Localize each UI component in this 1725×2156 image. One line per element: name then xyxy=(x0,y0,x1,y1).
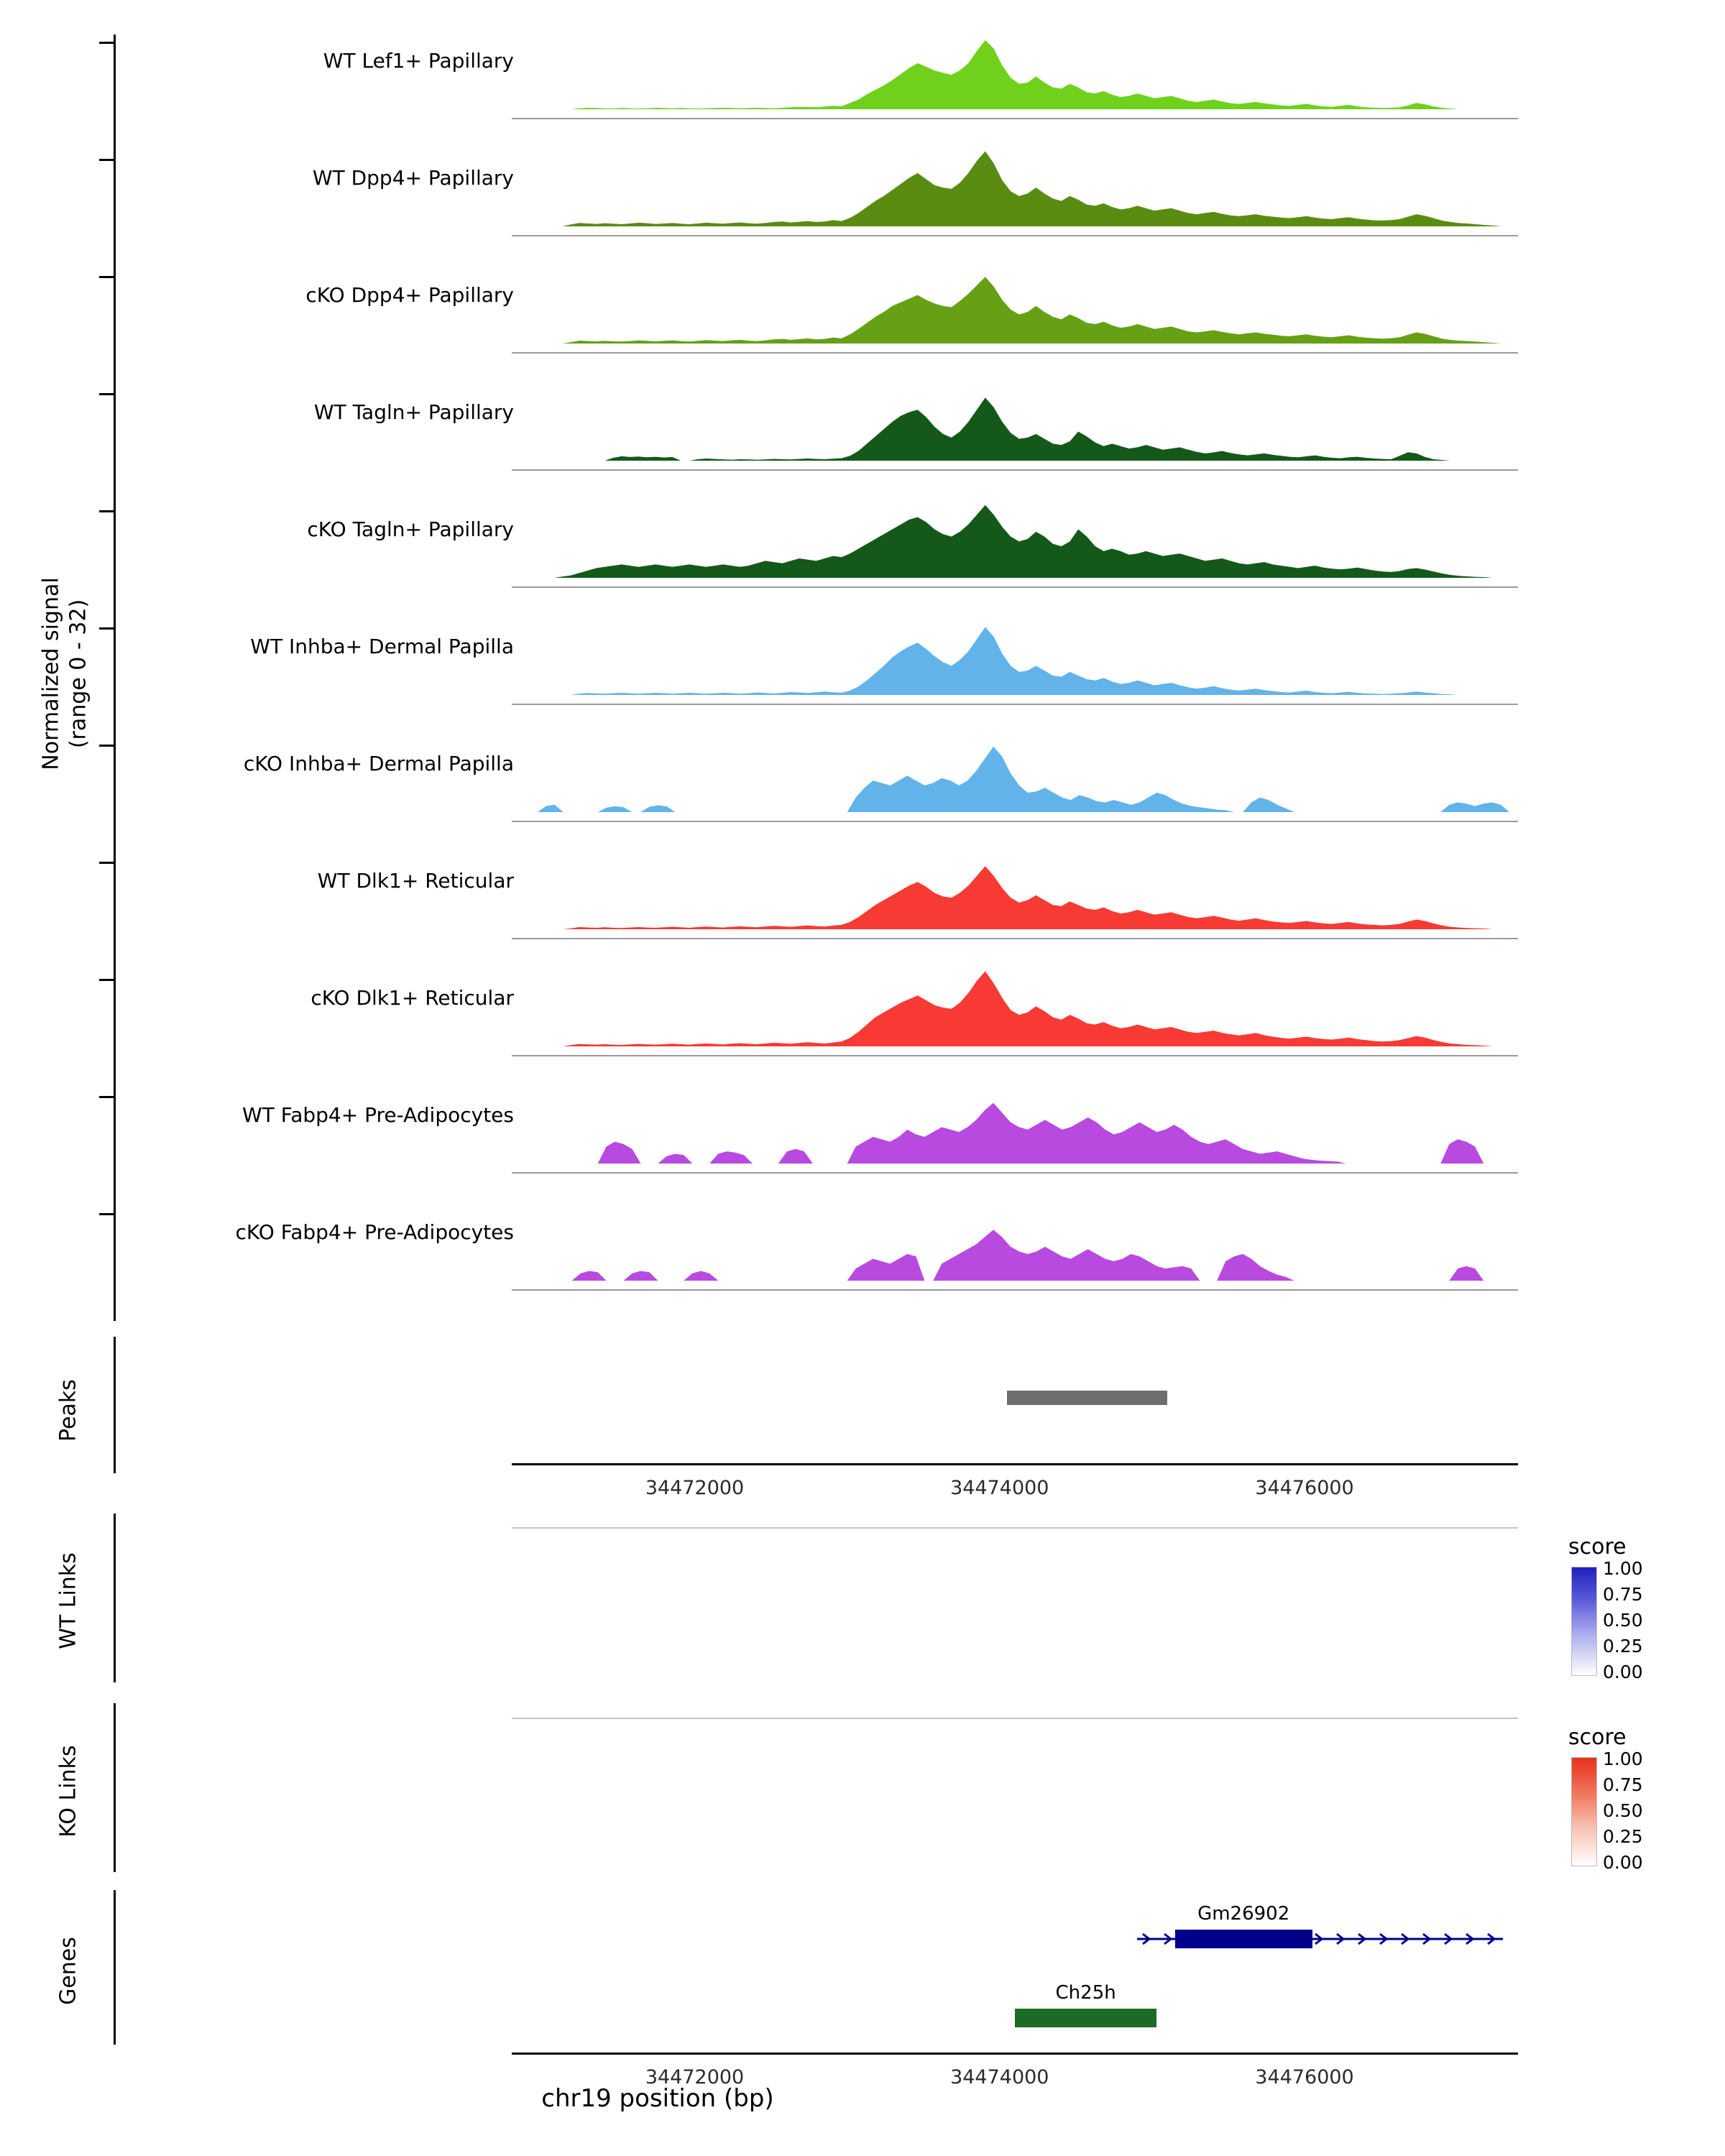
signal-track-plot xyxy=(512,497,1518,598)
signal-track-plot xyxy=(512,29,1518,129)
signal-track-label: WT Tagln+ Papillary xyxy=(313,400,514,424)
genomic-axis-top-tick-label: 34472000 xyxy=(645,1477,745,1499)
ko-links-axis-bar xyxy=(114,1703,116,1872)
signal-track-area xyxy=(512,849,1518,939)
y-axis-tick xyxy=(99,627,115,630)
signal-track xyxy=(0,146,1725,247)
signal-track xyxy=(0,732,1725,832)
y-axis-tick xyxy=(99,159,115,161)
signal-track xyxy=(0,614,1725,715)
signal-track-plot xyxy=(512,146,1518,247)
signal-track-plot xyxy=(512,732,1518,832)
ko-links-panel-label: KO Links xyxy=(55,1745,81,1838)
peak-bar xyxy=(1007,1391,1167,1405)
signal-track-label: cKO Dpp4+ Papillary xyxy=(305,283,514,307)
x-axis-title: chr19 position (bp) xyxy=(541,2084,774,2113)
signal-track-area xyxy=(512,1200,1518,1291)
signal-track-area xyxy=(512,966,1518,1056)
gene-label: Ch25h xyxy=(1055,1982,1116,2004)
ko-legend-ticks xyxy=(1603,1749,1718,1873)
y-axis-tick xyxy=(99,510,115,512)
peaks-panel-label: Peaks xyxy=(55,1379,81,1442)
wt-links-axis-bar xyxy=(114,1514,116,1682)
genomic-axis-bottom-tick-label: 34472000 xyxy=(645,2066,745,2088)
wt-legend-tick-5: 0.00 xyxy=(1603,1662,1643,1682)
signal-track-label: WT Inhba+ Dermal Papilla xyxy=(250,635,514,658)
ko-legend-tick-1: 1.00 xyxy=(1603,1749,1643,1769)
signal-track-label: WT Fabp4+ Pre-Adipocytes xyxy=(242,1103,514,1127)
signal-track xyxy=(0,29,1725,129)
signal-track-area xyxy=(512,732,1518,822)
wt-legend-gradient xyxy=(1571,1567,1597,1676)
ko-links-arcs xyxy=(512,1714,1518,1872)
y-axis-tick xyxy=(99,979,115,981)
signal-track xyxy=(0,263,1725,364)
signal-track-plot xyxy=(512,1200,1518,1301)
signal-track xyxy=(0,497,1725,598)
wt-legend-tick-3: 0.50 xyxy=(1603,1610,1643,1631)
signal-track-plot xyxy=(512,263,1518,364)
signal-track-label: cKO Dlk1+ Reticular xyxy=(310,986,514,1010)
wt-legend-tick-4: 0.25 xyxy=(1603,1636,1643,1657)
signal-track xyxy=(0,380,1725,481)
y-axis-label-line2: (range 0 - 32) xyxy=(65,599,91,749)
signal-track-area xyxy=(512,29,1518,119)
signal-track-area xyxy=(512,263,1518,354)
signal-track-area xyxy=(512,497,1518,588)
signal-track xyxy=(0,1200,1725,1301)
signal-track-plot xyxy=(512,380,1518,481)
y-axis-tick xyxy=(99,862,115,864)
signal-track-plot xyxy=(512,966,1518,1067)
genomic-axis-bottom-tick-label: 34474000 xyxy=(950,2066,1049,2088)
signal-track xyxy=(0,966,1725,1067)
signal-track-area xyxy=(512,1083,1518,1174)
gene-label: Gm26902 xyxy=(1197,1903,1290,1925)
y-axis-tick xyxy=(99,1096,115,1098)
gene-body-box xyxy=(1015,2009,1156,2027)
wt-legend-tick-1: 1.00 xyxy=(1603,1558,1643,1579)
y-axis-label-line1: Normalized signal xyxy=(38,577,64,770)
wt-links-panel-label: WT Links xyxy=(55,1552,81,1649)
signal-track-area xyxy=(512,380,1518,471)
genes-panel-label: Genes xyxy=(55,1937,81,2005)
signal-track xyxy=(0,849,1725,949)
y-axis-tick xyxy=(99,393,115,395)
wt-legend-ticks xyxy=(1603,1558,1718,1682)
ko-legend-tick-4: 0.25 xyxy=(1603,1826,1643,1847)
genomic-axis-top xyxy=(512,1463,1518,1465)
ko-legend-title: score xyxy=(1568,1725,1627,1750)
peaks-axis-bar xyxy=(114,1337,116,1473)
genomic-axis-bottom-tick-label: 34476000 xyxy=(1255,2066,1354,2088)
signal-track-label: cKO Fabp4+ Pre-Adipocytes xyxy=(235,1220,514,1244)
ko-legend-gradient xyxy=(1571,1757,1597,1866)
signal-track-area xyxy=(512,614,1518,705)
y-axis-tick xyxy=(99,276,115,278)
genomic-axis-top-tick-label: 34474000 xyxy=(950,1477,1049,1499)
genes-axis-bar xyxy=(114,1890,116,2045)
signal-track xyxy=(0,1083,1725,1184)
wt-legend-tick-2: 0.75 xyxy=(1603,1584,1643,1605)
signal-track-plot xyxy=(512,614,1518,715)
signal-track-plot xyxy=(512,1083,1518,1184)
genomic-axis-top-tick-label: 34476000 xyxy=(1255,1477,1354,1499)
y-axis-tick xyxy=(99,1213,115,1215)
ko-legend-tick-5: 0.00 xyxy=(1603,1852,1643,1873)
y-axis-tick xyxy=(99,745,115,747)
signal-track-area xyxy=(512,146,1518,236)
wt-links-arcs xyxy=(512,1524,1518,1682)
signal-track-label: cKO Inhba+ Dermal Papilla xyxy=(243,752,514,775)
ko-legend-tick-3: 0.50 xyxy=(1603,1800,1643,1821)
genomic-axis-bottom xyxy=(512,2053,1518,2055)
signal-track-label: cKO Tagln+ Papillary xyxy=(307,517,514,541)
signal-track-label: WT Lef1+ Papillary xyxy=(323,49,514,73)
gene-exon-box xyxy=(1175,1930,1312,1948)
y-axis-tick xyxy=(99,42,115,44)
signal-track-label: WT Dpp4+ Papillary xyxy=(312,166,514,190)
ko-legend-tick-2: 0.75 xyxy=(1603,1774,1643,1795)
wt-legend-title: score xyxy=(1568,1534,1627,1560)
signal-track-label: WT Dlk1+ Reticular xyxy=(317,869,514,893)
signal-track-plot xyxy=(512,849,1518,949)
